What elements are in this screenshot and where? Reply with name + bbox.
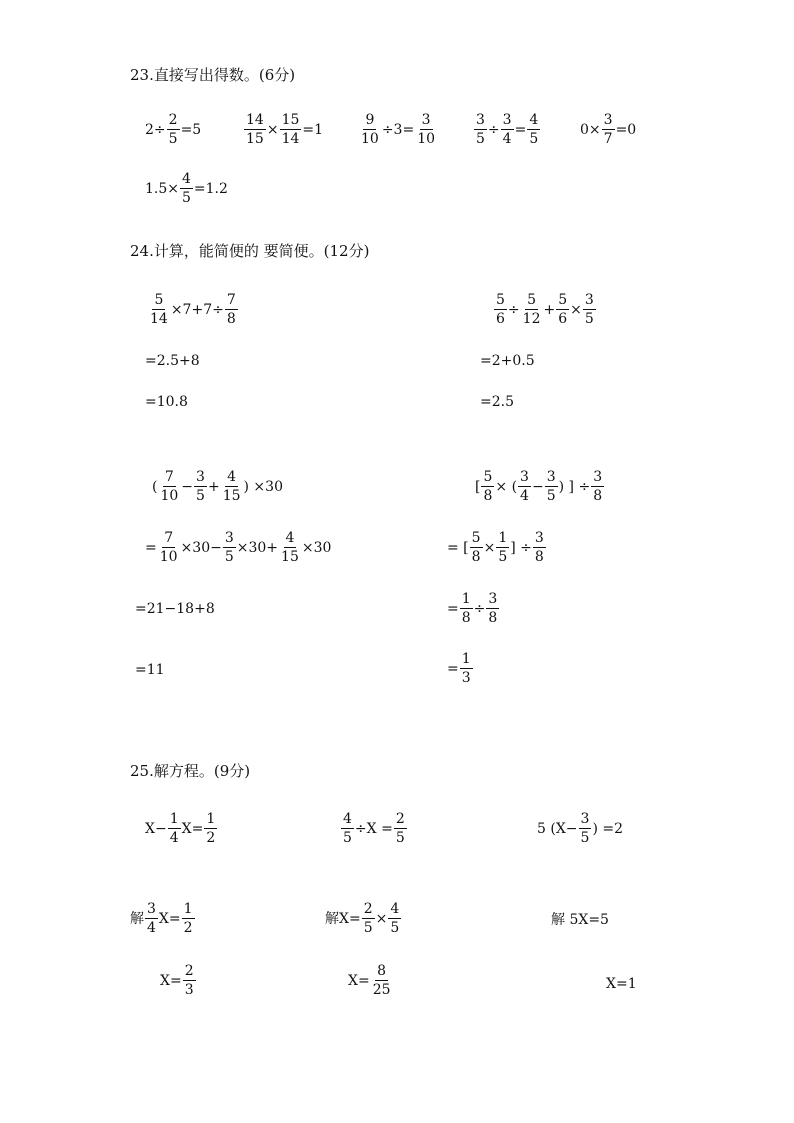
fraction-numerator: 2 (363, 901, 373, 917)
math-text: ÷ (473, 600, 486, 617)
fraction (167, 113, 180, 146)
fraction (579, 812, 592, 845)
q25-eq1-step1 (130, 902, 196, 935)
fraction-denominator: 5 (224, 549, 234, 565)
math-text: =2+0.5 (480, 353, 535, 369)
fraction-numerator: 7 (164, 530, 174, 546)
fraction (221, 470, 243, 503)
fraction (180, 172, 193, 205)
fraction-numerator: 8 (377, 963, 387, 979)
fraction-numerator: 4 (343, 811, 352, 827)
fraction-denominator: 2 (183, 920, 193, 936)
fraction (394, 812, 407, 845)
fraction-numerator: 3 (488, 591, 498, 607)
math-text: × (375, 910, 388, 927)
fraction (486, 592, 499, 625)
fraction-numerator: 3 (196, 469, 205, 485)
fraction (182, 902, 195, 935)
fraction-denominator: 5 (546, 488, 556, 504)
fraction-denominator: 10 (160, 488, 179, 504)
q24-b-step1 (480, 354, 535, 368)
fraction-denominator: 5 (196, 488, 205, 504)
math-text: =11 (135, 662, 165, 678)
fraction-numerator: 2 (395, 811, 405, 827)
math-text: =1.2 (193, 180, 228, 197)
fraction-numerator: 5 (558, 292, 568, 308)
math-text: X=1 (606, 976, 637, 992)
math-text: 5 (X− (537, 820, 578, 837)
fraction-denominator: 8 (593, 488, 603, 504)
fraction-denominator: 8 (488, 610, 498, 626)
fraction (496, 531, 509, 564)
fraction-numerator: 5 (496, 292, 505, 308)
math-text: ) ×30 (243, 478, 283, 495)
fraction-denominator: 2 (206, 830, 216, 846)
fraction-denominator: 8 (226, 311, 236, 327)
q23-item-5 (580, 113, 636, 146)
fraction (415, 113, 437, 146)
q25-eq1 (145, 812, 218, 845)
math-text: 0× (580, 121, 601, 138)
fraction-numerator: 3 (603, 112, 613, 128)
fraction-numerator: 3 (534, 530, 544, 546)
fraction-denominator: 10 (159, 549, 178, 565)
fraction-denominator: 5 (584, 311, 594, 327)
q24-c-step3 (135, 663, 165, 677)
math-text: × (266, 121, 279, 138)
fraction-numerator: 14 (246, 112, 264, 128)
fraction-denominator: 14 (150, 311, 168, 327)
fraction (521, 293, 543, 326)
fraction-denominator: 12 (522, 311, 541, 327)
fraction-denominator: 8 (534, 549, 544, 565)
math-text: = (145, 539, 157, 556)
fraction-numerator: 4 (182, 171, 191, 187)
fraction-denominator: 5 (363, 920, 373, 936)
fraction-denominator: 8 (483, 488, 493, 504)
fraction (168, 812, 181, 845)
fraction-numerator: 5 (483, 469, 493, 485)
math-text: =5 (180, 121, 202, 138)
fraction (362, 902, 375, 935)
fraction-numerator: 3 (584, 292, 594, 308)
fraction-denominator: 3 (184, 982, 194, 998)
fraction-denominator: 14 (281, 131, 300, 147)
math-text: ×30 (301, 539, 332, 556)
math-text: X= (348, 972, 370, 989)
math-text: =2.5 (480, 394, 514, 410)
fraction (533, 531, 546, 564)
math-text: ) =2 (592, 820, 624, 837)
fraction-numerator: 3 (147, 901, 156, 917)
fraction-numerator: 3 (476, 112, 485, 128)
fraction-numerator: 3 (421, 112, 431, 128)
fraction-numerator: 5 (154, 292, 164, 308)
fraction-denominator: 3 (461, 670, 471, 686)
fraction (591, 470, 604, 503)
fraction-numerator: 2 (184, 963, 194, 979)
q23-item-6 (145, 172, 228, 205)
q25-eq2 (340, 812, 408, 845)
fraction-denominator: 7 (603, 131, 613, 147)
math-text: = (447, 660, 459, 677)
fraction (545, 470, 558, 503)
q23-heading: 23.直接写出得数。(6分) (130, 66, 296, 84)
math-text: 2÷ (145, 121, 166, 138)
math-text: ( (152, 478, 158, 495)
fraction-denominator: 15 (246, 131, 264, 147)
q23-item-4 (473, 113, 541, 146)
math-text: + (543, 301, 556, 318)
math-text: X= (158, 910, 181, 927)
fraction-numerator: 4 (529, 112, 539, 128)
fraction (279, 531, 301, 564)
math-text: ×30+ (236, 539, 279, 556)
math-text: X= (160, 972, 182, 989)
math-text: ÷ (487, 121, 500, 138)
fraction (518, 470, 531, 503)
math-text: =0 (615, 121, 637, 138)
fraction-denominator: 5 (343, 830, 352, 846)
fraction (204, 812, 217, 845)
q25-eq1-answer (160, 964, 197, 997)
math-text: = [ (447, 539, 469, 556)
fraction (494, 293, 507, 326)
fraction (158, 470, 180, 503)
q24-d-step2 (447, 592, 500, 625)
math-text: + (207, 478, 220, 495)
fraction-numerator: 3 (224, 530, 234, 546)
q24-d-step1 (447, 531, 547, 564)
fraction (183, 964, 196, 997)
q24-c-step1 (145, 531, 331, 564)
fraction-numerator: 4 (227, 469, 237, 485)
fraction-denominator: 4 (147, 920, 156, 936)
fraction-denominator: 10 (417, 131, 436, 147)
fraction-numerator: 1 (461, 591, 471, 607)
math-text: X= (181, 820, 204, 837)
fraction (388, 902, 401, 935)
math-text: ÷3= (381, 121, 415, 138)
fraction-numerator: 9 (365, 112, 375, 128)
fraction-denominator: 8 (471, 549, 481, 565)
q25-eq2-answer (348, 964, 394, 997)
fraction (225, 293, 238, 326)
q25-eq3-step1 (551, 913, 609, 927)
q24-d-step3 (447, 652, 474, 685)
fraction-denominator: 6 (496, 311, 505, 327)
fraction-denominator: 15 (281, 549, 299, 565)
math-text: − (181, 478, 194, 495)
math-text: =2.5+8 (145, 353, 200, 369)
fraction (359, 113, 381, 146)
math-text: 解X= (325, 910, 361, 927)
q25-heading: 25.解方程。(9分) (130, 762, 251, 780)
fraction (158, 531, 180, 564)
fraction-numerator: 3 (580, 811, 590, 827)
q24-c-expr (152, 470, 283, 503)
fraction-numerator: 1 (498, 530, 508, 546)
fraction (145, 902, 158, 935)
q25-eq2-step1 (325, 902, 402, 935)
math-text: =1 (302, 121, 324, 138)
fraction-numerator: 5 (471, 530, 481, 546)
fraction-numerator: 1 (461, 651, 471, 667)
fraction (223, 531, 236, 564)
q24-a-expr (147, 293, 239, 326)
math-text: ) ] ÷ (558, 478, 591, 495)
q24-d-expr (475, 470, 605, 503)
fraction (460, 652, 473, 685)
fraction-denominator: 10 (361, 131, 379, 147)
math-text: X− (145, 820, 167, 837)
fraction-numerator: 1 (206, 811, 216, 827)
math-text: 解 (130, 910, 144, 927)
fraction (474, 113, 487, 146)
fraction (583, 293, 596, 326)
math-text: ÷ (507, 301, 520, 318)
math-text: =21−18+8 (135, 601, 215, 617)
fraction-denominator: 6 (558, 311, 568, 327)
fraction-numerator: 7 (226, 292, 236, 308)
fraction-denominator: 8 (461, 610, 471, 626)
math-text: =10.8 (145, 394, 188, 410)
q24-b-expr (493, 293, 597, 326)
fraction-numerator: 2 (168, 112, 178, 128)
fraction-denominator: 4 (169, 830, 179, 846)
fraction-denominator: 5 (476, 131, 485, 147)
q23-item-2 (243, 113, 323, 146)
fraction-numerator: 5 (527, 292, 537, 308)
fraction-numerator: 1 (183, 901, 193, 917)
math-text: ÷X = (354, 820, 393, 837)
math-text: 1.5× (145, 180, 179, 197)
q24-b-step2 (480, 395, 514, 409)
math-text: 解 5X=5 (551, 912, 609, 928)
fraction (280, 113, 302, 146)
q24-c-step2 (135, 602, 215, 616)
fraction-numerator: 4 (390, 901, 400, 917)
fraction (148, 293, 170, 326)
fraction-numerator: 7 (164, 469, 174, 485)
fraction (371, 964, 393, 997)
q23-item-3 (358, 113, 438, 146)
fraction (460, 592, 473, 625)
fraction-numerator: 1 (169, 811, 179, 827)
fraction-denominator: 5 (580, 830, 590, 846)
fraction-numerator: 3 (502, 112, 512, 128)
fraction-numerator: 15 (281, 112, 300, 128)
fraction (194, 470, 207, 503)
fraction-numerator: 4 (285, 530, 295, 546)
q24-heading: 24.计算，能简便的 要简便。(12分) (130, 242, 370, 260)
math-text: × (570, 301, 582, 318)
fraction (602, 113, 615, 146)
q24-a-step2 (145, 395, 188, 409)
q25-eq3 (537, 812, 623, 845)
fraction-numerator: 3 (520, 469, 529, 485)
fraction-denominator: 25 (372, 982, 391, 998)
math-text: = (514, 121, 527, 138)
math-text: × ( (495, 478, 518, 495)
fraction-denominator: 4 (502, 131, 512, 147)
q23-item-1 (145, 113, 201, 146)
math-text: [ (475, 478, 481, 495)
q24-a-step1 (145, 354, 200, 368)
fraction (244, 113, 266, 146)
fraction (481, 470, 494, 503)
fraction (501, 113, 514, 146)
fraction (556, 293, 569, 326)
fraction-numerator: 3 (546, 469, 556, 485)
fraction-denominator: 5 (498, 549, 508, 565)
fraction (470, 531, 483, 564)
fraction-denominator: 5 (390, 920, 400, 936)
fraction-denominator: 5 (168, 131, 178, 147)
fraction (341, 812, 354, 845)
math-text: = (447, 600, 459, 617)
fraction-denominator: 5 (395, 830, 405, 846)
math-text: ] ÷ (510, 539, 532, 556)
math-text: ×30− (180, 539, 222, 556)
math-text: × (483, 539, 496, 556)
fraction-numerator: 3 (593, 469, 603, 485)
fraction (527, 113, 540, 146)
fraction-denominator: 4 (520, 488, 529, 504)
q25-eq3-answer (606, 977, 637, 991)
math-text: − (531, 478, 544, 495)
math-text: ×7+7÷ (170, 301, 224, 318)
fraction-denominator: 15 (222, 488, 241, 504)
fraction-denominator: 5 (529, 131, 539, 147)
fraction-denominator: 5 (182, 190, 191, 206)
